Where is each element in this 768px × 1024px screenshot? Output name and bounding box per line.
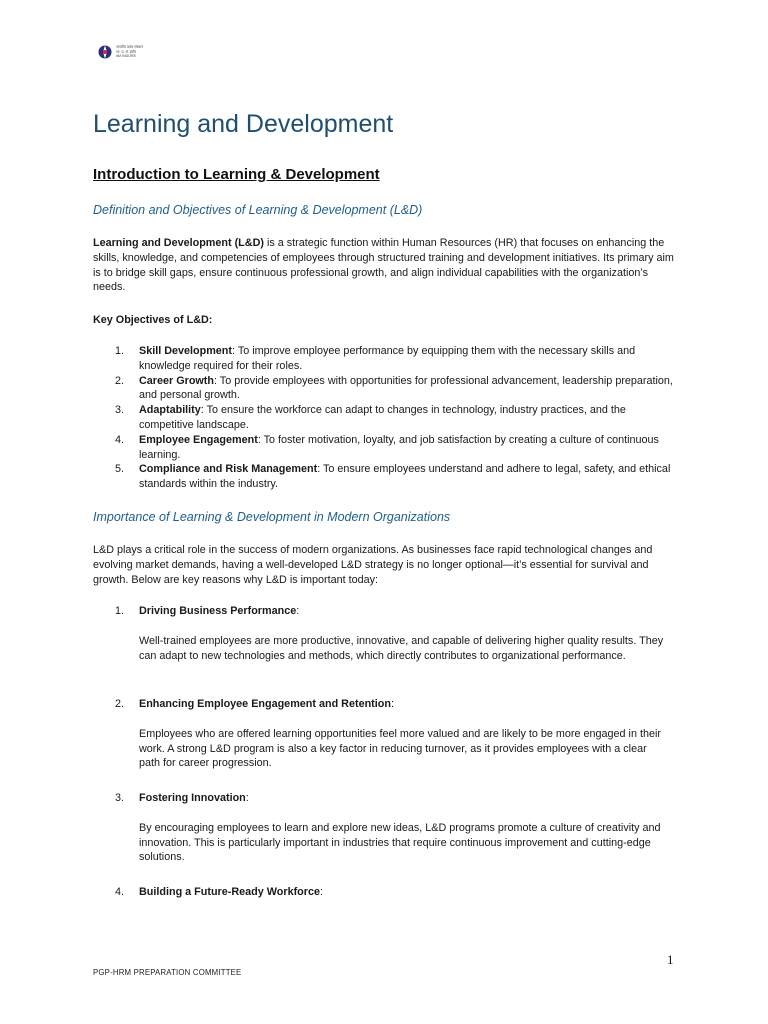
logo-line: भा. प्र. सं. इंदौर (116, 49, 136, 54)
importance-item-head (93, 697, 683, 712)
importance-intro: L&D plays a critical role in the success of modern organizations. As businesses face rapid technological changes and evolving market demands, having a well-developed L&D strategy is no longer optional—it’s essential for survival and growth. Below are key reasons why L&D is important today: (93, 544, 653, 586)
list-number: 2. (115, 374, 125, 387)
list-item-text: : To ensure the workforce can adapt to changes in technology, industry practices, and the competitive landscape. (139, 404, 626, 431)
list-item (93, 344, 683, 374)
importance-item-head (93, 604, 683, 619)
list-item-title: Compliance and Risk Management (139, 463, 318, 476)
list-item-title: Adaptability (139, 404, 201, 417)
importance-item-title: Enhancing Employee Engagement and Retention (139, 698, 391, 710)
objectives-label: Key Objectives of L&D: (93, 314, 213, 326)
page-number: 1 (667, 952, 674, 967)
list-item-text: : To improve employee performance by equipping them with the necessary skills and knowledge required for their roles. (139, 345, 636, 372)
intro-heading: Introduction to Learning & Development (93, 166, 380, 183)
list-number: 4. (115, 433, 125, 446)
importance-item-description: By encouraging employees to learn and explore new ideas, L&D programs promote a culture of creativity and innovation. This is particularly important in industries that require continuous improvement and cutting-edge solutions. (139, 821, 661, 864)
list-item (93, 374, 683, 404)
list-item (93, 433, 683, 463)
list-number: 5. (115, 463, 125, 476)
list-item-text: : To ensure employees understand and adhere to legal, safety, and ethical standards within the industry. (139, 463, 671, 491)
list-item-title: Employee Engagement (139, 433, 258, 446)
importance-item (93, 697, 683, 771)
logo-line: भारतीय प्रबंध संस्थान (116, 45, 144, 50)
title-suffix: : (319, 886, 323, 898)
list-item (93, 403, 683, 433)
footer-text: PGP-HRM PREPARATION COMMITTEE (93, 968, 242, 977)
list-number: 2. (115, 698, 125, 710)
logo-mark-icon (97, 44, 113, 60)
logo-text (116, 45, 143, 58)
title-suffix: : (390, 698, 394, 710)
importance-item-title: Fostering Innovation (139, 792, 246, 804)
importance-item (93, 604, 683, 663)
document-title: Learning and Development (93, 110, 394, 138)
list-item (93, 462, 683, 492)
definition-paragraph (93, 236, 683, 295)
importance-heading: Importance of Learning & Development in Modern Organizations (93, 510, 451, 524)
list-item-text: : To foster motivation, loyalty, and job satisfaction by creating a culture of continuous learning. (139, 433, 659, 461)
importance-item (93, 885, 683, 900)
title-suffix: : (245, 792, 249, 804)
title-suffix: : (296, 605, 300, 617)
list-item-title: Skill Development (139, 345, 233, 357)
list-item-text: : To provide employees with opportunities for professional advancement, leadership preparation, and personal growth. (139, 374, 673, 402)
importance-item (93, 791, 683, 865)
importance-item-title: Building a Future-Ready Workforce (139, 886, 320, 898)
list-number: 1. (115, 605, 125, 617)
list-number: 4. (115, 886, 125, 898)
logo-line: IIM INDORE (116, 54, 136, 59)
list-number: 1. (115, 345, 125, 357)
definition-text: is a strategic function within Human Resources (HR) that focuses on enhancing the skills, knowledge, and competencies of employees through structured training and development initiatives. Its primary aim is to bridge skill gaps, ensure continuous professional growth, and align individual capabilities with the organization’s needs. (93, 237, 674, 294)
institute-logo (97, 44, 143, 60)
list-item-title: Career Growth (139, 374, 214, 387)
importance-item-description: Employees who are offered learning opportunities feel more valued and are likely to be more engaged in their work. A strong L&D program is also a key factor in reducing turnover, as it provides employees with a clear path for career progression. (139, 727, 661, 770)
importance-item-head (93, 791, 683, 806)
list-number: 3. (115, 404, 125, 417)
definition-term: Learning and Development (L&D) (93, 237, 264, 249)
list-number: 3. (115, 792, 125, 804)
importance-item-head (93, 885, 683, 900)
importance-item-description: Well-trained employees are more productive, innovative, and capable of delivering higher quality results. They can adapt to new technologies and methods, which directly contributes to organizational performance. (139, 634, 664, 662)
definition-heading: Definition and Objectives of Learning & Development (L&D) (93, 203, 423, 217)
importance-item-title: Driving Business Performance (139, 605, 297, 617)
objectives-list (93, 344, 683, 492)
